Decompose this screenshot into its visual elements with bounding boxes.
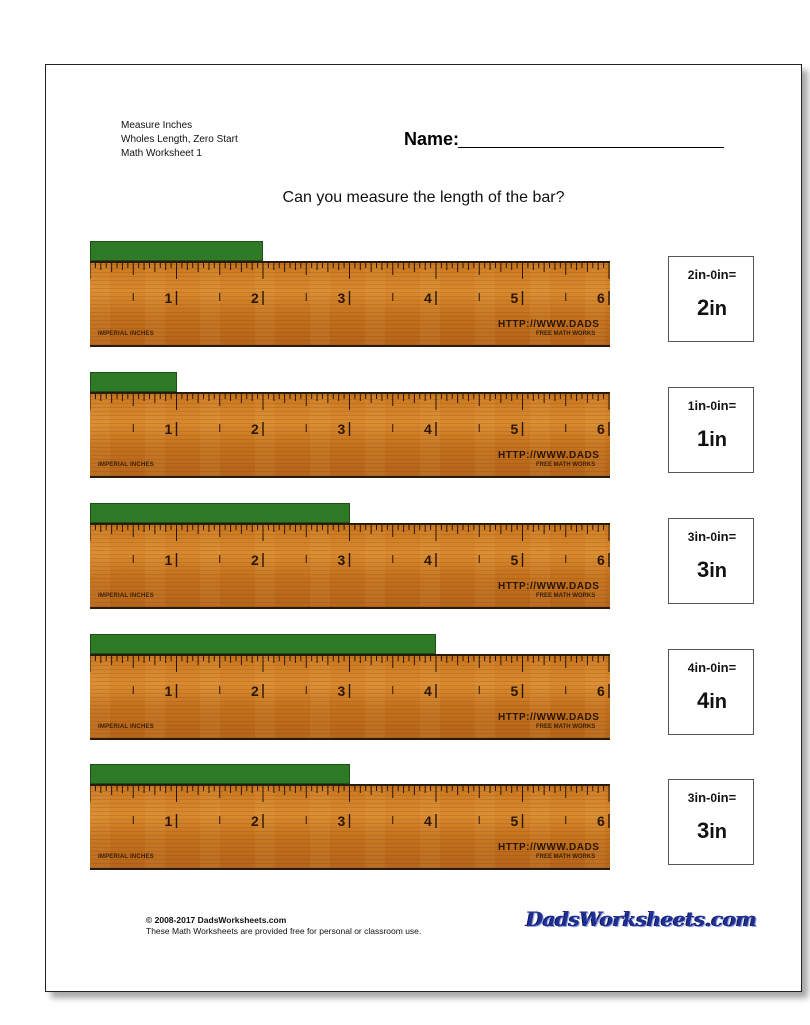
meta-title: Measure Inches — [121, 120, 193, 131]
end-value: 4 — [687, 661, 695, 675]
answer-box — [668, 518, 754, 604]
answer-expression — [669, 660, 755, 675]
ruler-number: 4 — [424, 813, 432, 829]
problem-row — [46, 634, 801, 764]
problem-row — [46, 241, 801, 371]
ruler-number: 2 — [251, 421, 259, 437]
equals-sign: = — [728, 790, 737, 805]
ruler-number: 3 — [337, 813, 346, 829]
measure-bar — [90, 241, 263, 261]
start-unit: in — [717, 267, 729, 282]
measure-bar — [90, 503, 350, 523]
answer-number: 2 — [696, 295, 710, 320]
end-value: 1 — [687, 399, 695, 413]
ruler-subtext: FREE MATH WORKS — [536, 854, 596, 860]
ruler — [90, 523, 610, 609]
ruler-number: 4 — [424, 683, 432, 699]
answer-expression — [669, 267, 755, 282]
start-value: 0 — [710, 791, 718, 805]
equals-sign: = — [728, 529, 737, 544]
answer-unit: in — [709, 298, 728, 320]
ruler — [90, 392, 610, 478]
ruler-number: 3 — [337, 552, 346, 568]
start-unit: in — [717, 660, 729, 675]
problem-row — [46, 764, 801, 894]
answer-value — [669, 688, 755, 714]
ruler-url: HTTP://WWW.DADS — [498, 319, 600, 330]
ruler-number: 6 — [597, 683, 605, 699]
ruler-number: 5 — [510, 421, 519, 437]
end-unit: in — [694, 790, 707, 805]
ruler-brand: IMPERIAL INCHES — [98, 462, 154, 468]
name-label: Name: — [404, 129, 460, 149]
ruler-number: 4 — [424, 421, 432, 437]
minus-sign: - — [706, 790, 711, 805]
ruler-number: 2 — [251, 683, 259, 699]
ruler-subtext: FREE MATH WORKS — [536, 462, 596, 468]
ruler — [90, 654, 610, 740]
start-value: 0 — [710, 530, 718, 544]
answer-expression — [669, 790, 755, 805]
meta-worksheet-number: Math Worksheet 1 — [121, 148, 202, 159]
measure-bar — [90, 634, 436, 654]
end-unit: in — [694, 529, 707, 544]
ruler-number: 3 — [337, 683, 346, 699]
equals-sign: = — [728, 660, 737, 675]
equals-sign: = — [728, 267, 737, 282]
start-unit: in — [717, 398, 729, 413]
equals-sign: = — [728, 398, 737, 413]
end-value: 3 — [687, 530, 695, 544]
ruler-url: HTTP://WWW.DADS — [498, 450, 600, 461]
answer-expression — [669, 529, 755, 544]
ruler-brand: IMPERIAL INCHES — [98, 331, 154, 337]
answer-box — [668, 387, 754, 473]
ruler-subtext: FREE MATH WORKS — [536, 331, 596, 337]
answer-unit: in — [709, 821, 728, 843]
end-unit: in — [694, 398, 707, 413]
ruler-number: 1 — [164, 290, 173, 306]
copyright-text: © 2008-2017 DadsWorksheets.com — [146, 915, 287, 925]
ruler-brand: IMPERIAL INCHES — [98, 724, 154, 730]
answer-box — [668, 649, 754, 735]
answer-box — [668, 256, 754, 342]
ruler-number: 5 — [510, 813, 519, 829]
footer — [146, 915, 421, 937]
ruler — [90, 261, 610, 347]
ruler — [90, 784, 610, 870]
ruler-number: 6 — [597, 421, 605, 437]
ruler-number: 1 — [164, 552, 173, 568]
measure-bar — [90, 764, 350, 784]
dadsworksheets-logo: DadsWorksheets.com — [526, 907, 757, 931]
ruler-number: 4 — [424, 290, 432, 306]
worksheet-page — [45, 64, 802, 992]
worksheet-meta — [121, 119, 238, 161]
ruler-number: 2 — [251, 813, 259, 829]
measure-bar — [90, 372, 177, 392]
ruler-brand: IMPERIAL INCHES — [98, 593, 154, 599]
answer-unit: in — [709, 429, 728, 451]
name-line — [458, 147, 724, 148]
ruler-brand: IMPERIAL INCHES — [98, 854, 154, 860]
end-unit: in — [694, 267, 707, 282]
problem-row — [46, 503, 801, 633]
minus-sign: - — [706, 398, 711, 413]
answer-expression — [669, 398, 755, 413]
start-value: 0 — [710, 399, 718, 413]
minus-sign: - — [706, 660, 711, 675]
answer-number: 3 — [696, 818, 710, 843]
ruler-number: 3 — [337, 421, 346, 437]
end-value: 2 — [687, 268, 695, 282]
meta-subtitle: Wholes Length, Zero Start — [121, 134, 238, 145]
ruler-number: 2 — [251, 290, 259, 306]
start-value: 0 — [710, 661, 718, 675]
ruler-number: 6 — [597, 290, 605, 306]
ruler-number: 5 — [510, 552, 519, 568]
minus-sign: - — [706, 529, 711, 544]
answer-value — [669, 557, 755, 583]
end-unit: in — [694, 660, 707, 675]
ruler-url: HTTP://WWW.DADS — [498, 842, 600, 853]
answer-number: 1 — [696, 426, 710, 451]
answer-box — [668, 779, 754, 865]
minus-sign: - — [706, 267, 711, 282]
answer-number: 3 — [696, 557, 710, 582]
ruler-number: 1 — [164, 421, 173, 437]
ruler-number: 5 — [510, 683, 519, 699]
answer-number: 4 — [696, 688, 710, 713]
answer-value — [669, 295, 755, 321]
answer-value — [669, 426, 755, 452]
ruler-url: HTTP://WWW.DADS — [498, 712, 600, 723]
ruler-number: 6 — [597, 552, 605, 568]
usage-note: These Math Worksheets are provided free for personal or classroom use. — [146, 926, 422, 936]
start-unit: in — [717, 790, 729, 805]
ruler-number: 1 — [164, 683, 173, 699]
ruler-number: 6 — [597, 813, 605, 829]
start-value: 0 — [710, 268, 718, 282]
start-unit: in — [717, 529, 729, 544]
ruler-number: 2 — [251, 552, 259, 568]
end-value: 3 — [687, 791, 695, 805]
answer-unit: in — [709, 560, 728, 582]
ruler-number: 4 — [424, 552, 432, 568]
question-text: Can you measure the length of the bar? — [282, 189, 565, 206]
ruler-number: 5 — [510, 290, 519, 306]
ruler-subtext: FREE MATH WORKS — [536, 593, 596, 599]
ruler-url: HTTP://WWW.DADS — [498, 581, 600, 592]
ruler-number: 1 — [164, 813, 173, 829]
problem-row — [46, 372, 801, 502]
ruler-number: 3 — [337, 290, 346, 306]
ruler-subtext: FREE MATH WORKS — [536, 724, 596, 730]
answer-value — [669, 818, 755, 844]
answer-unit: in — [709, 691, 728, 713]
